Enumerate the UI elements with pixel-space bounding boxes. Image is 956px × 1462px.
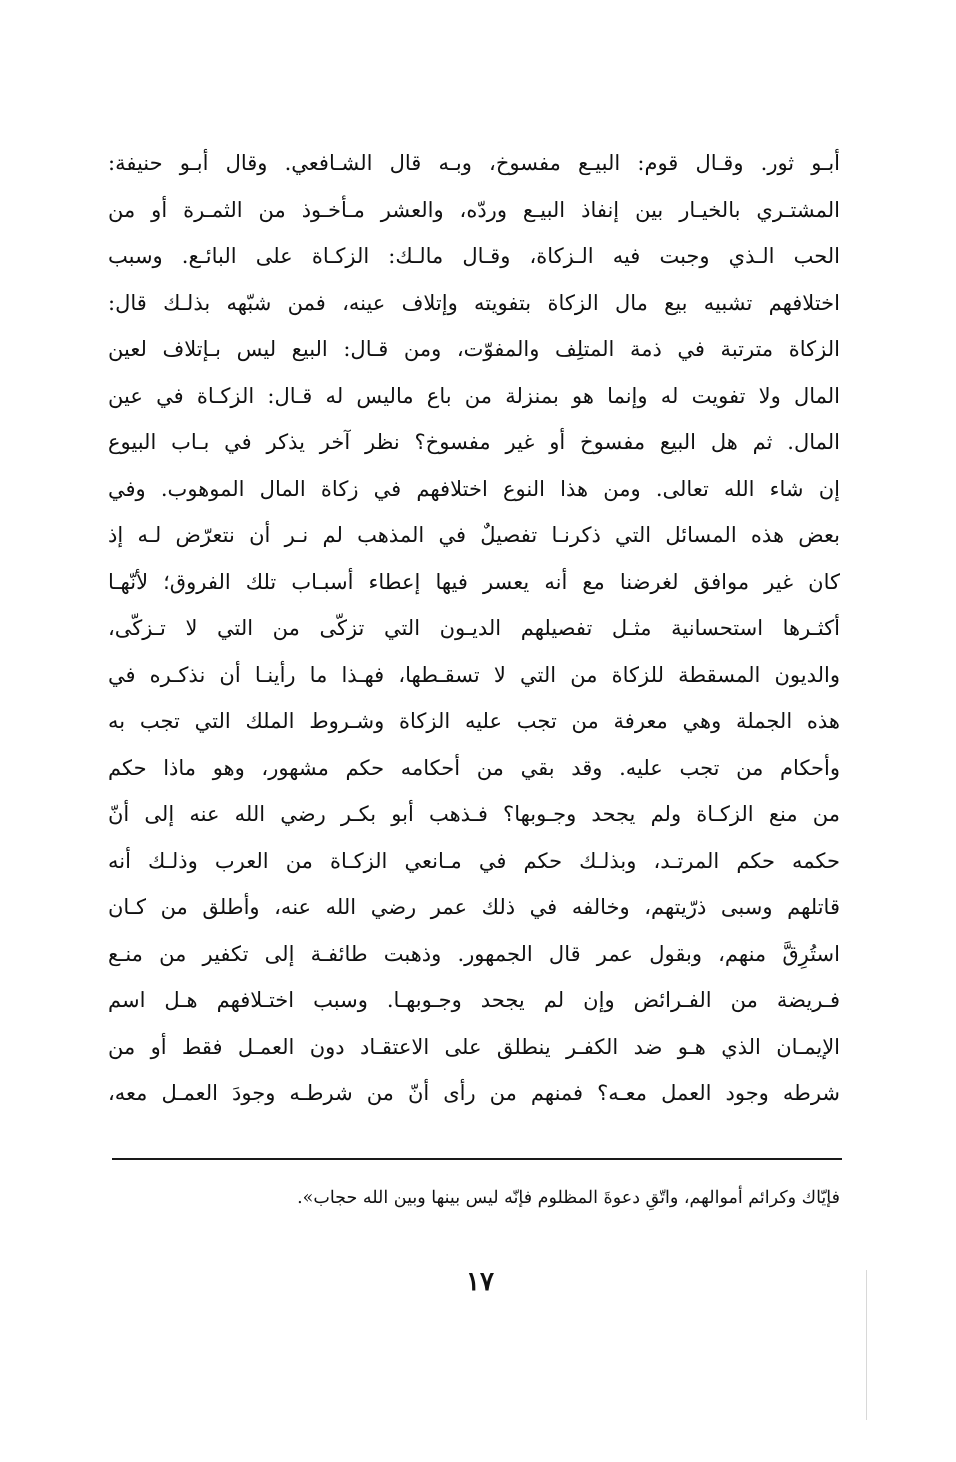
text-line: أكثـرها استحسانية مثـل تفصيلهم الديـون التي تزكّى من التي لا تـزكّى،: [108, 616, 840, 640]
page-number: ١٧: [466, 1267, 494, 1297]
text-line: اختلافهم تشبيه بيع مال الزكاة بتفويته وإتلاف عينه، فمن شبّهه بذلـك قال:: [108, 290, 840, 315]
footnote-text: فإيّاك وكرائم أموالهم، واتّقِ دعوةَ المظلوم فإنّه ليس بينها وبين الله حجاب».: [297, 1188, 840, 1208]
text-line: والديون المسقطة للزكاة من التي لا تسقـطها، فهـذا ما رأينـا أن نذكـره في: [108, 662, 840, 687]
text-line: الحب الـذي وجبت فيه الـزكاة، وقـال مالـك: الزكـاة على البائـع. وسبب: [108, 244, 840, 268]
text-line: أبـو ثور. وقـال قوم: البيـع مفسوخ، وبـه قال الشـافعي. وقال أبـو حنيفة:: [108, 151, 840, 175]
scan-margin-line: [866, 1270, 867, 1420]
text-line: قاتلهم وسبى ذرّيتهم، وخالفه في ذلك عمر رضي الله عنه، وأطلق من كـان: [108, 895, 840, 919]
text-line: وأحكام من تجب عليه. وقد بقي من أحكامه حكم مشهور، وهو ماذا حكم: [108, 755, 840, 780]
text-line: الإيمـان الذي هـو ضد الكفـر ينطلق على الاعتقـاد دون العمـل فقط أو من: [108, 1034, 840, 1059]
text-line: من منع الزكـاة ولم يجحد وجـوبها؟ فـذهب أبو بكـر رضي الله عنه إلى أنّ: [108, 802, 840, 826]
body-text: [108, 140, 840, 1117]
text-line: فـريضة من الفـرائض وإن لم يجحد وجـوبهـا. وسبب اختـلافهم هـل اسم: [108, 988, 840, 1012]
text-line: المال. ثم هل البيع مفسوخ أو غير مفسوخ؟ نظر آخر يذكر في بـاب البيوع: [108, 430, 840, 454]
text-line: استُرِقَّ منهم، وبقول عمر قال الجمهور. وذهبت طائفـة إلى تكفير من منـع: [108, 941, 840, 966]
text-line: حكمه حكم المرتـد، وبذلـك حكم في مـانعي الزكـاة من العرب وذلـك أنه: [108, 848, 840, 873]
text-line: بعض هذه المسائل التي ذكرنـا تفصيلٌ في المذهب لم نـر أن نتعرّض لـه إذ: [108, 523, 840, 547]
text-line: كان غير موافق لغرضنا مع أنه يعسر فيها إعطاء أسبـاب تلك الفروق؛ لأنّهـا: [108, 569, 840, 594]
text-line: المشتـري بالخيـار بين إنفاذ البيـع وردّه، والعشر مـأخـوذ من الثمـرة أو من: [108, 197, 840, 222]
text-line: إن شاء الله تعالى. ومن هذا النوع اختلافهم في زكاة المال الموهوب. وفي: [108, 476, 840, 501]
text-line: المال ولا تفويت له وإنما هو بمنزلة من باع ماليس له قـال: الزكـاة في عين: [108, 383, 840, 408]
text-line: هذه الجملة وهي معرفة من تجب عليه الزكاة وشـروط الملك التي تجب به: [108, 709, 840, 733]
footnote-divider: [112, 1158, 842, 1160]
text-line: الزكاة مترتبة في ذمة المتلِف والمفوّت، ومن قـال: البيع ليس بـإتلاف لعين: [108, 337, 840, 361]
text-line: شرطه وجود العمل معـه؟ فمنهم من رأى أنّ من شرطـه وجودَ العمـل معه،: [108, 1081, 840, 1105]
